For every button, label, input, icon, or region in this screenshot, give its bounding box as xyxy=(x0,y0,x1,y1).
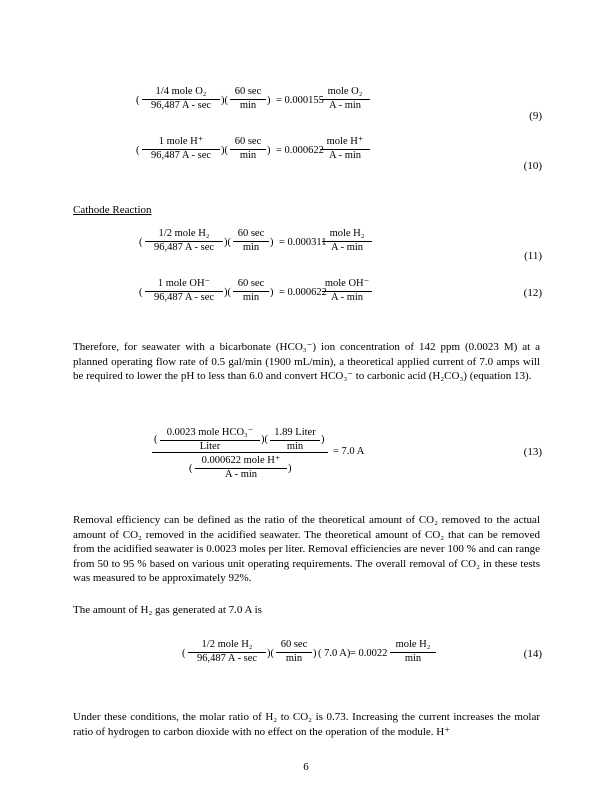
eq13-a-denominator: Liter xyxy=(160,440,260,453)
eq13-result: = 7.0 A xyxy=(333,446,365,457)
eq9-label: (9) xyxy=(529,110,542,122)
equation-12: ( 1 mole OH⁻ 96,487 A - sec )( 60 sec min ) = 0.000622 mole OH⁻ A - min (12) xyxy=(139,278,542,303)
equation-13: ( 0.0023 mole HCO₃⁻ Liter )( 1.89 Liter min ) ( 0.000622 mole H⁺ A - min ) = 7.0 A (13) xyxy=(154,427,542,480)
eq11-f2-denominator: min xyxy=(233,241,269,254)
equation-11: ( 1/2 mole H₂ 96,487 A - sec )( 60 sec min ) = 0.000311 mole H₂ A - min (11) xyxy=(139,228,542,262)
eq10-result: = 0.000622 xyxy=(276,145,324,156)
eq9-f2-numerator: 60 sec xyxy=(234,86,262,97)
eq11-f2-numerator: 60 sec xyxy=(237,228,265,239)
eq11-f1-numerator: 1/2 mole H₂ xyxy=(158,228,210,239)
eq10-f1-numerator: 1 mole H⁺ xyxy=(158,136,204,147)
equation-14: ( 1/2 mole H₂ 96,487 A - sec )( 60 sec min ) ( 7.0 A) = 0.0022 mole H₂ min (14) xyxy=(182,639,542,664)
eq9-f3-denominator: A - min xyxy=(320,99,370,112)
paragraph-molar-ratio: Under these conditions, the molar ratio of H₂ to CO₂ is 0.73. Increasing the current increases the molar ratio of hydrogen to carbon dioxide with no effect on the operation of the module. H⁺ xyxy=(73,711,540,738)
paragraph-h2-generated: The amount of H₂ gas generated at 7.0 A is xyxy=(73,604,262,616)
eq10-f3-denominator: A - min xyxy=(320,149,370,162)
eq12-f2-numerator: 60 sec xyxy=(237,278,265,289)
eq11-label: (11) xyxy=(524,250,542,262)
eq9-f1-numerator: 1/4 mole O₂ xyxy=(155,86,207,97)
equation-10: ( 1 mole H⁺ 96,487 A - sec )( 60 sec min ) = 0.000622 mole H⁺ A - min (10) xyxy=(136,136,542,172)
eq9-result: = 0.000155 xyxy=(276,95,324,106)
eq14-label: (14) xyxy=(523,648,542,660)
eq14-f1-numerator: 1/2 mole H₂ xyxy=(201,639,253,650)
eq10-f1-denominator: 96,487 A - sec xyxy=(142,149,220,162)
eq10-f3-numerator: mole H⁺ xyxy=(326,136,364,147)
eq14-f1-denominator: 96,487 A - sec xyxy=(188,652,266,665)
eq13-label: (13) xyxy=(523,446,542,458)
eq14-result: = 0.0022 xyxy=(350,648,388,659)
eq12-label: (12) xyxy=(523,287,542,299)
eq13-a-numerator: 0.0023 mole HCO₃⁻ xyxy=(166,427,254,438)
eq14-factor: ( 7.0 A) xyxy=(318,648,351,659)
eq9-f2-denominator: min xyxy=(230,99,266,112)
eq11-f3-denominator: A - min xyxy=(322,241,372,254)
eq9-f1-denominator: 96,487 A - sec xyxy=(142,99,220,112)
eq12-f2-denominator: min xyxy=(233,291,269,304)
eq12-f1-denominator: 96,487 A - sec xyxy=(145,291,223,304)
eq14-f2-denominator: min xyxy=(276,652,312,665)
eq11-f3-numerator: mole H₂ xyxy=(329,228,365,239)
eq11-result: = 0.000311 xyxy=(279,237,327,248)
eq14-f2-numerator: 60 sec xyxy=(280,639,308,650)
eq13-c-numerator: 0.000622 mole H⁺ xyxy=(201,455,281,466)
eq11-f1-denominator: 96,487 A - sec xyxy=(145,241,223,254)
eq12-f3-numerator: mole OH⁻ xyxy=(324,278,370,289)
eq12-f3-denominator: A - min xyxy=(322,291,372,304)
page-number: 6 xyxy=(303,761,309,773)
eq14-f3-numerator: mole H₂ xyxy=(395,639,431,650)
equation-9: ( 1/4 mole O₂ 96,487 A - sec )( 60 sec min ) = 0.000155 mole O₂ A - min (9) xyxy=(136,86,542,122)
eq12-f1-numerator: 1 mole OH⁻ xyxy=(157,278,211,289)
eq13-main-fraction-bar xyxy=(152,452,328,453)
eq13-b-numerator: 1.89 Liter xyxy=(274,427,316,438)
eq10-f2-denominator: min xyxy=(230,149,266,162)
eq13-b-denominator: min xyxy=(270,440,320,453)
paragraph-bicarbonate: Therefore, for seawater with a bicarbonate (HCO₃⁻) ion concentration of 142 ppm (0.0023 M) at a planned operating flow rate of 0.5 gal/min (1900 mL/min), a theoretical applied current of 7.0 amps will be required to lower the pH to less than 6.0 and convert HCO₃⁻ to carbonic acid (H₂CO₃) (equation 13). xyxy=(73,341,540,383)
eq14-f3-denominator: min xyxy=(390,652,436,665)
eq9-f3-numerator: mole O₂ xyxy=(327,86,363,97)
section-heading: Cathode Reaction xyxy=(73,204,152,216)
eq10-label: (10) xyxy=(523,160,542,172)
eq12-result: = 0.000622 xyxy=(279,287,327,298)
eq13-c-denominator: A - min xyxy=(195,468,287,481)
paragraph-removal-efficiency: Removal efficiency can be defined as the ratio of the theoretical amount of CO₂ removed to the actual amount of CO₂ removed in the acidified seawater. The theoretical amount of CO₂ that can be removed from the acidified seawater is 0.0023 moles per liter. Removal efficiencies are never 100 % and can range from 50 to 95 % based on various unit operating requirements. The overall removal of CO₂ in these tests was measured to be approximately 92%. xyxy=(73,514,540,585)
eq10-f2-numerator: 60 sec xyxy=(234,136,262,147)
